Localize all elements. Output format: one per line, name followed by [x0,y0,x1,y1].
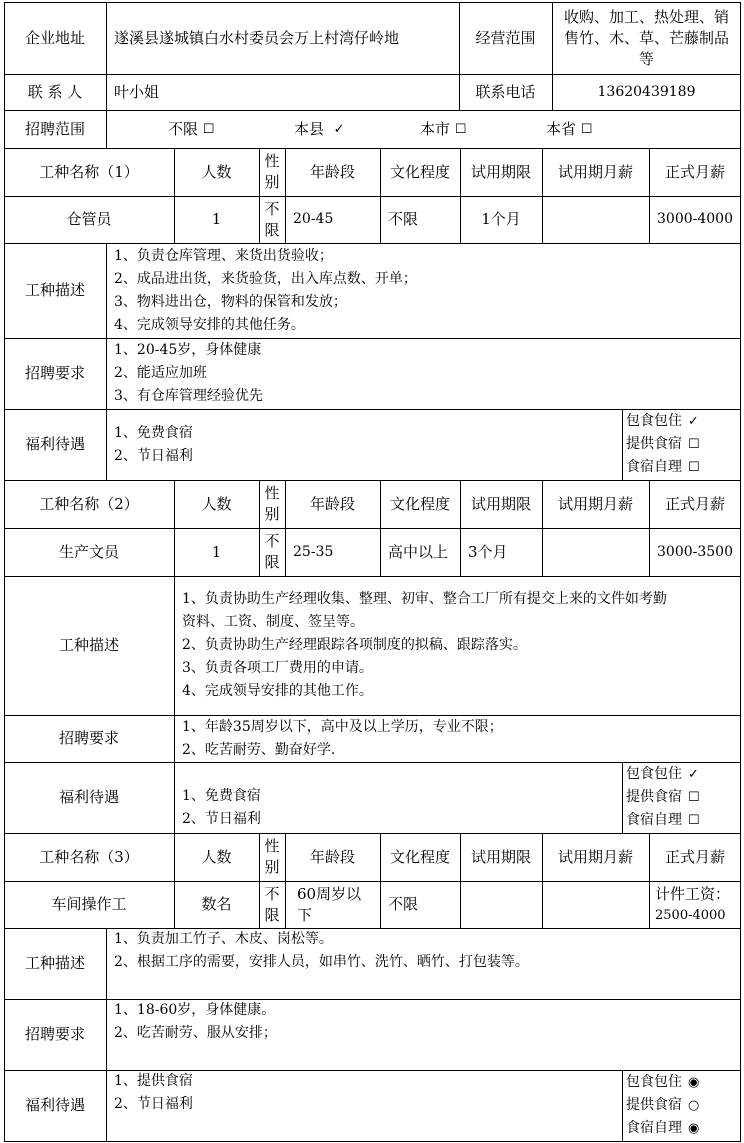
lodging-label: 食宿自理 [626,1120,682,1136]
job-count: 数名 [201,895,232,913]
desc-line: 资料、工资、制度、签呈等。 [182,614,364,630]
lodging-options [626,409,741,480]
col-trial-pay: 试用期月薪 [557,494,633,513]
lodging-option[interactable] [626,1071,741,1094]
checkmark-icon: ✓ [333,121,345,137]
range-option-label: 本市 [420,119,451,138]
desc-line: 4、完成领导安排的其他工作。 [182,683,373,699]
job-gender [259,528,285,576]
col-gender-text: 别 [264,173,280,191]
lodging-label: 提供食宿 [626,1097,682,1113]
desc-line: 3、物料进出仓，物料的保管和发放； [114,293,347,310]
desc-text [106,928,741,999]
range-option-county[interactable] [294,110,394,148]
lodging-option[interactable] [626,433,741,456]
lodging-option[interactable] [626,809,741,832]
job-salary [649,881,741,928]
benefit-text [174,762,622,833]
benefit-label: 福利待遇 [24,435,85,453]
phone-label: 联系电话 [475,82,536,101]
range-option-province[interactable] [546,110,646,148]
desc-line: 1、负责仓库管理、来货出货验收； [114,247,333,264]
job-gender-text: 不 [264,884,280,903]
radio-selected-icon: ◉ [688,1075,700,1090]
range-option-label: 不限 [168,119,199,138]
lodging-option[interactable] [626,763,741,786]
job-req-row [4,999,741,1070]
job-gender [259,196,285,243]
req-line: 2、能适应加班 [114,365,207,381]
lodging-label: 提供食宿 [626,789,682,805]
contact-row [4,74,741,110]
desc-label: 工种描述 [24,281,85,299]
job-req-row [4,715,741,762]
req-label: 招聘要求 [24,1025,85,1043]
job-title: 工种名称（1） [39,162,139,181]
job-values-row [4,881,741,928]
contact-label: 联 系 人 [27,82,83,101]
checkbox-icon: ☐ [688,437,700,452]
job-trial-pay [542,528,649,576]
job-age [285,881,380,928]
checkbox-icon: ☐ [688,790,700,805]
col-gender-text: 别 [264,858,280,876]
job-age-text: 下 [297,905,313,924]
col-trial-pay: 试用期月薪 [557,847,633,866]
lodging-label: 包食包住 [626,1074,682,1090]
job-req-row [4,338,741,409]
desc-text [106,243,741,338]
req-text [106,338,741,409]
col-trial: 试用期限 [470,847,531,866]
col-count: 人数 [201,494,232,513]
desc-line: 3、负责各项工厂费用的申请。 [182,660,373,676]
job-salary: 3000-4000 [657,211,733,227]
job-benefit-row [4,1070,741,1141]
checkbox-icon: ☐ [454,121,467,137]
req-line: 2、吃苦耐劳、服从安排； [114,1025,277,1041]
range-option-city[interactable] [420,110,520,148]
lodging-option[interactable] [626,410,741,433]
desc-line: 2、负责协助生产经理跟踪各项制度的拟稿、跟踪落实。 [182,637,527,653]
job-trial-pay [542,196,649,243]
job-count: 1 [211,210,222,228]
desc-line: 4、完成领导安排的其他任务。 [114,316,305,333]
job-name: 车间操作工 [51,895,127,913]
lodging-option[interactable] [626,1117,741,1140]
job-gender-text: 不 [264,532,280,550]
desc-text [174,576,741,715]
checkmark-icon: ✓ [688,767,699,782]
desc-line: 1、负责协助生产经理收集、整理、初审、整合工厂所有提交上来的文件如考勤 [182,591,667,607]
lodging-label: 食宿自理 [626,459,682,475]
col-trial: 试用期限 [470,494,531,513]
col-gender-text: 性 [264,484,280,502]
scope-label: 经营范围 [475,28,536,47]
col-edu: 文化程度 [389,162,450,181]
job-edu: 高中以上 [388,542,449,561]
company-row [4,2,741,74]
job-name: 生产文员 [58,542,119,561]
lodging-label: 提供食宿 [626,436,682,452]
job-trial: 3个月 [468,542,508,561]
col-edu: 文化程度 [389,847,450,866]
checkbox-icon: ☐ [202,121,215,137]
job-gender-text: 限 [264,905,280,924]
col-salary: 正式月薪 [664,162,725,181]
col-trial-pay: 试用期月薪 [557,162,633,181]
req-line: 1、18-60岁，身体健康。 [114,1002,276,1018]
address-value: 遂溪县遂城镇白水村委员会万上村湾仔岭地 [114,28,400,47]
checkbox-icon: ☐ [580,121,593,137]
col-gender [259,148,285,196]
col-age: 年龄段 [309,162,355,181]
job-count: 1 [211,542,222,561]
col-salary: 正式月薪 [664,847,725,866]
job-values-row [4,528,741,576]
desc-line: 2、成品进出货，来货验货，出入库点数、开单； [114,270,417,287]
range-option-any[interactable] [168,110,268,148]
benefit-line: 1、免费食宿 [114,424,193,441]
lodging-option[interactable] [626,1094,741,1117]
job-benefit-row [4,409,741,480]
req-line: 2、吃苦耐劳、勤奋好学. [182,741,336,758]
job-age: 25-35 [293,543,334,560]
job-desc-row [4,576,741,715]
grid-line [4,1141,741,1142]
col-trial: 试用期限 [470,162,531,181]
scope-value [552,2,741,74]
benefit-line: 1、提供食宿 [114,1073,193,1089]
req-label: 招聘要求 [58,729,119,747]
job-trial: 1个月 [481,210,521,228]
scope-line: 等 [638,49,654,68]
req-line: 1、20-45岁，身体健康 [114,342,262,358]
lodging-option[interactable] [626,456,741,479]
req-text [174,715,741,762]
job-title: 工种名称（3） [39,847,139,866]
col-count: 人数 [201,847,232,866]
job-salary-text: 2500-4000 [655,907,726,923]
col-gender-text: 别 [264,505,280,523]
desc-label: 工种描述 [58,636,119,654]
req-label: 招聘要求 [24,364,85,382]
range-label: 招聘范围 [24,119,85,138]
radio-empty-icon: ○ [688,1098,700,1113]
checkmark-icon: ✓ [688,414,699,429]
job-gender [259,881,285,928]
col-age: 年龄段 [309,847,355,866]
req-line: 3、有仓库管理经验优先 [114,388,263,404]
job-salary-text: 计件工资： [655,884,731,903]
scope-line: 售竹、木、草、芒藤制品 [563,28,729,47]
lodging-label: 包食包住 [626,766,682,782]
radio-selected-icon: ◉ [688,1121,700,1136]
range-option-label: 本县 [294,119,325,138]
benefit-text [106,1070,622,1141]
job-gender-text: 不 [264,199,280,218]
lodging-label: 食宿自理 [626,812,682,828]
benefit-line: 2、节日福利 [182,811,261,827]
job-trial [460,881,542,928]
job-header-row [4,833,741,881]
job-name: 仓管员 [66,210,112,228]
col-salary: 正式月薪 [664,494,725,513]
benefit-text [106,409,622,480]
job-header-row [4,148,741,196]
benefit-line: 1、免费食宿 [182,788,261,804]
col-age: 年龄段 [309,494,355,513]
job-gender-text: 限 [264,553,280,571]
job-benefit-row [4,762,741,833]
job-age-text: 60周岁以 [297,884,362,903]
lodging-options [626,1070,741,1141]
job-age: 20-45 [293,211,334,227]
address-label: 企业地址 [24,28,85,47]
lodging-option[interactable] [626,786,741,809]
col-count: 人数 [201,162,232,181]
range-row [4,110,741,148]
desc-line: 2、根据工序的需要，安排人员，如串竹、洗竹、晒竹、打包装等。 [114,954,529,970]
desc-label: 工种描述 [24,954,85,972]
lodging-label: 包食包住 [626,413,682,429]
job-gender-text: 限 [264,220,280,239]
benefit-label: 福利待遇 [24,1096,85,1114]
job-values-row [4,196,741,243]
checkbox-icon: ☐ [688,460,700,475]
col-edu: 文化程度 [389,494,450,513]
job-desc-row [4,928,741,999]
req-text [106,999,741,1070]
benefit-line: 2、节日福利 [114,1096,193,1112]
lodging-options [626,762,741,833]
job-salary: 3000-3500 [657,543,733,560]
benefit-line: 2、节日福利 [114,447,193,464]
req-line: 1、年龄35周岁以下，高中及以上学历，专业不限； [182,718,503,735]
job-edu: 不限 [388,895,419,913]
range-option-label: 本省 [546,119,577,138]
contact-value: 叶小姐 [114,82,160,101]
job-header-row [4,480,741,528]
desc-line: 1、负责加工竹子、木皮、岗松等。 [114,931,333,947]
col-gender-text: 性 [264,837,280,855]
col-gender [259,480,285,528]
job-edu: 不限 [388,210,419,228]
col-gender [259,833,285,881]
job-title: 工种名称（2） [39,494,139,513]
scope-line: 收购、加工、热处理、销 [563,7,729,26]
col-gender-text: 性 [264,152,280,170]
benefit-label: 福利待遇 [58,788,119,806]
phone-value: 13620439189 [597,83,696,100]
job-trial-pay [542,881,649,928]
checkbox-icon: ☐ [688,813,700,828]
job-desc-row [4,243,741,338]
